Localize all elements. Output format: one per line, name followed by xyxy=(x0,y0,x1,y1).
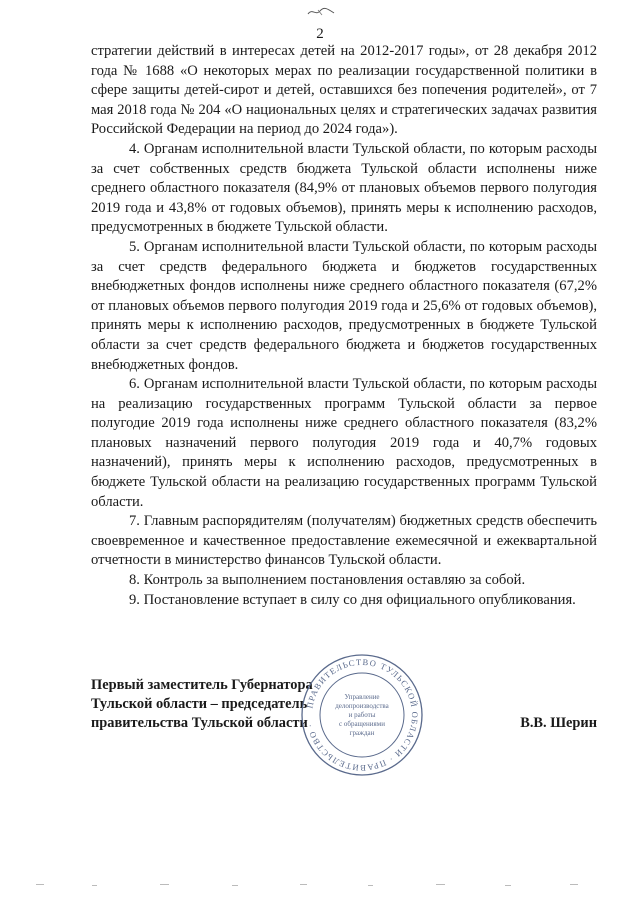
paragraph-continuation: стратегии действий в интересах детей на 2012-2017 годы», от 28 декабря 2012 года № 1688 «О некоторых мерах по реализации государственной политики в сфере защиты детей-сирот и детей, оставшихся без попечения родителей», от 7 мая 2018 года № 204 «О национальных целях и стратегических задачах развития Российской Федерации на период до 2024 года»). xyxy=(91,43,597,138)
paragraph-item-8: 8. Контроль за выполнением постановления оставляю за собой. xyxy=(129,572,526,589)
signature-block xyxy=(91,656,597,778)
signer-name: В.В. Шерин xyxy=(520,715,597,731)
signer-title-line: Первый заместитель Губернатора xyxy=(91,677,313,693)
svg-text:делопроизводства: делопроизводства xyxy=(335,702,389,710)
header-mark-icon xyxy=(306,6,336,18)
signer-title-line: правительства Тульской области xyxy=(91,715,308,731)
signer-title-line: Тульской области – председатель xyxy=(91,696,308,712)
scan-artifacts xyxy=(0,880,640,892)
paragraph-item-7: 7. Главным распорядителям (получателям) бюджетных средств обеспечить своевременное и качественное предоставление ежемесячной и ежеквартальной отчетности в министерство финансов Тульской области. xyxy=(91,513,597,569)
paragraph-item-5: 5. Органам исполнительной власти Тульской области, по которым расходы за счет средств федерального бюджета и бюджетов государственных внебюджетных фондов исполнены ниже среднего областного показателя (67,2% от плановых объемов первого полугодия 2019 года и 25,6% от годовых объемов), принять меры к исполнению расходов, предусмотренных в бюджете Тульской области за счет средств федерального бюджета и бюджетов государственных внебюджетных фондов. xyxy=(91,238,597,373)
svg-text:и работы: и работы xyxy=(348,711,376,719)
official-stamp-icon xyxy=(297,650,427,780)
paragraph-item-9: 9. Постановление вступает в силу со дня официального опубликования. xyxy=(129,591,576,608)
paragraph-item-6: 6. Органам исполнительной власти Тульской области, по которым расходы на реализацию государственных программ Тульской области за первое полугодие 2019 года исполнены ниже среднего областного показателя (83,2% плановых назначений первого полугодия 2019 года и 40,7% годовых назначений), принять меры к исполнению расходов, предусмотренных в бюджете Тульской области на реализацию государственных программ Тульской области. xyxy=(91,376,597,510)
svg-text:Управление: Управление xyxy=(344,693,380,701)
page-number: 2 xyxy=(316,26,324,42)
svg-text:ПРАВИТЕЛЬСТВО ТУЛЬСКОЙ ОБЛАСТИ: ПРАВИТЕЛЬСТВО ТУЛЬСКОЙ ОБЛАСТИ · ПРАВИТЕЛЬСТВО · xyxy=(304,656,421,774)
paragraph-item-4: 4. Органам исполнительной власти Тульской области, по которым расходы за счет собственных средств бюджета Тульской области исполнены ниже среднего областного показателя (84,9% от плановых объемов первого полугодия 2019 года и 43,8% от годовых объемов), принять меры к исполнению расходов, предусмотренных в бюджете Тульской области. xyxy=(91,140,597,236)
svg-text:с обращениями: с обращениями xyxy=(339,720,385,728)
document-body xyxy=(91,42,597,610)
svg-text:граждан: граждан xyxy=(349,729,375,737)
